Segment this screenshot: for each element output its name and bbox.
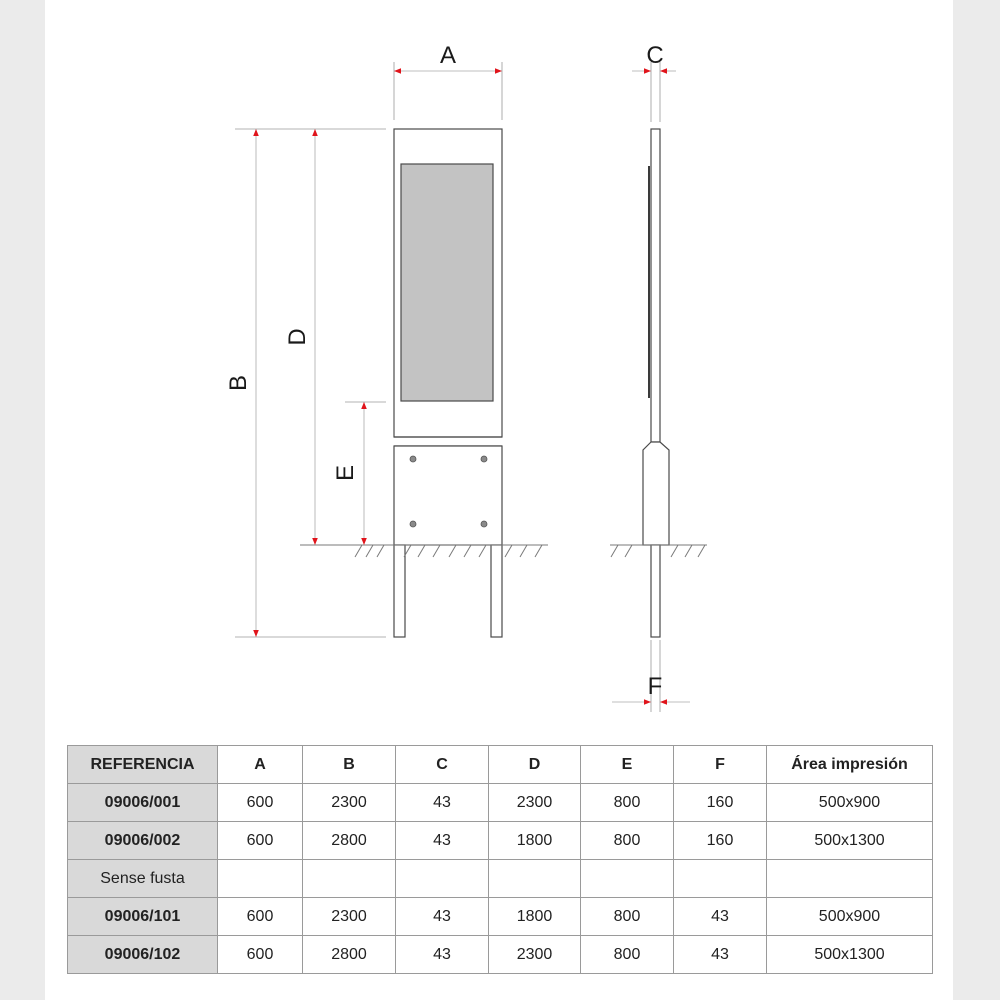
cell-a: 600	[218, 936, 303, 974]
header-b: B	[303, 746, 396, 784]
cell-e: 800	[581, 822, 674, 860]
header-d: D	[489, 746, 581, 784]
left-leg	[394, 545, 405, 637]
specs-table	[67, 745, 933, 974]
front-ground	[300, 545, 548, 557]
cell-f: 160	[674, 822, 767, 860]
cell-b: 2800	[303, 936, 396, 974]
cell-b: 2300	[303, 898, 396, 936]
cell-b: 2800	[303, 822, 396, 860]
cell-b: 2300	[303, 784, 396, 822]
cell-a: 600	[218, 822, 303, 860]
header-f: F	[674, 746, 767, 784]
dim-b-label: B	[225, 374, 252, 392]
cell-e: 800	[581, 784, 674, 822]
cell-c: 43	[396, 822, 489, 860]
header-area: Área impresión	[767, 746, 933, 784]
table-row	[68, 784, 933, 822]
cell-area: 500x1300	[767, 822, 933, 860]
cell-c: 43	[396, 784, 489, 822]
header-c: C	[396, 746, 489, 784]
table-header-row	[68, 746, 933, 784]
section-label: Sense fusta	[68, 860, 218, 898]
cell-c: 43	[396, 898, 489, 936]
table-row	[68, 936, 933, 974]
header-a: A	[218, 746, 303, 784]
cell-e: 800	[581, 936, 674, 974]
dim-d-label: D	[284, 328, 311, 346]
cell-ref: 09006/102	[68, 936, 218, 974]
front-view	[394, 129, 502, 637]
dim-f-label: F	[647, 673, 663, 700]
cell-ref: 09006/101	[68, 898, 218, 936]
cell-area: 500x900	[767, 784, 933, 822]
right-leg	[491, 545, 502, 637]
dim-c-label: C	[646, 42, 664, 69]
cell-f: 43	[674, 936, 767, 974]
dim-a-label: A	[439, 42, 457, 69]
cell-ref: 09006/002	[68, 822, 218, 860]
cell-f: 43	[674, 898, 767, 936]
table-section-row	[68, 860, 933, 898]
table-row	[68, 898, 933, 936]
cell-a: 600	[218, 898, 303, 936]
side-view	[643, 129, 669, 637]
cell-d: 1800	[489, 898, 581, 936]
cell-e: 800	[581, 898, 674, 936]
cell-area: 500x900	[767, 898, 933, 936]
header-referencia: REFERENCIA	[68, 746, 218, 784]
dim-e-label: E	[332, 464, 359, 482]
table-row	[68, 822, 933, 860]
cell-d: 2300	[489, 784, 581, 822]
header-e: E	[581, 746, 674, 784]
cell-a: 600	[218, 784, 303, 822]
cell-d: 2300	[489, 936, 581, 974]
cell-area: 500x1300	[767, 936, 933, 974]
print-area	[401, 164, 493, 401]
cell-ref: 09006/001	[68, 784, 218, 822]
cell-c: 43	[396, 936, 489, 974]
cell-f: 160	[674, 784, 767, 822]
cell-d: 1800	[489, 822, 581, 860]
